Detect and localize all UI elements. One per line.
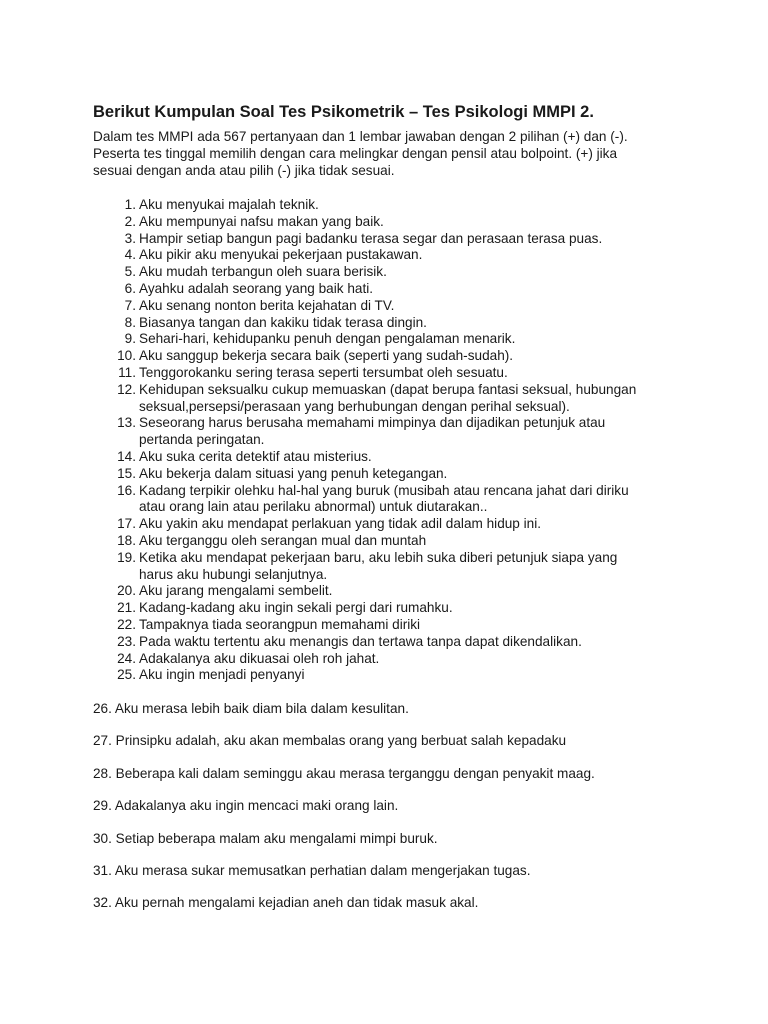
question-text-line: Aku suka cerita detektif atau misterius. [139,448,372,464]
question-item [93,315,673,332]
question-number: 6. [124,280,136,296]
question-text-line: atau orang lain atau perilaku abnormal) untuk diutarakan.. [139,499,488,515]
question-text [139,298,673,315]
question-number: 12. [117,381,136,397]
question-item [93,516,673,533]
question-text [139,264,673,281]
question-number: 5. [124,264,136,280]
question-text-line: Aku menyukai majalah teknik. [139,197,319,212]
question-text [139,214,673,231]
question-text-line: Aku bekerja dalam situasi yang penuh ketegangan. [139,465,448,481]
question-item [93,264,673,281]
question-number: 8. [124,314,136,330]
question-text [139,348,673,365]
question-item [93,231,673,248]
question-item [93,617,673,634]
question-text-line: Sehari-hari, kehidupanku penuh dengan pengalaman menarik. [139,331,516,347]
intro-line: sesuai dengan anda atau pilih (-) jika tidak sesuai. [93,163,395,178]
question-text [139,197,673,214]
question-text-line: Tenggorokanku sering terasa seperti tersumbat oleh sesuatu. [139,364,508,380]
question-number: 18. [117,532,136,548]
question-text [139,415,673,449]
question-text-line: Aku ingin menjadi penyanyi [139,667,305,683]
question-paragraph: 26. Aku merasa lebih baik diam bila dalam kesulitan. [93,701,409,716]
question-number: 15. [117,465,136,481]
question-text-line: Aku mempunyai nafsu makan yang baik. [139,213,384,229]
question-text-line: Kadang-kadang aku ingin sekali pergi dari rumahku. [139,600,453,616]
question-text [139,315,673,332]
question-number: 21. [117,600,136,616]
question-text-line: Aku terganggu oleh serangan mual dan muntah [139,532,427,548]
question-number: 2. [124,213,136,229]
question-text [139,281,673,298]
question-number: 10. [117,348,136,364]
question-text-line: Ayahku adalah seorang yang baik hati. [139,280,374,296]
question-text [139,550,673,584]
question-number: 24. [117,650,136,666]
question-text-line: Tampaknya tiada seorangpun memahami diriki [139,616,421,632]
intro-line: Dalam tes MMPI ada 567 pertanyaan dan 1 lembar jawaban dengan 2 pilihan (+) dan (-). [93,129,628,144]
question-text-line: Kehidupan seksualku cukup memuaskan (dapat berupa fantasi seksual, hubungan [139,381,637,397]
intro-line: Peserta tes tinggal memilih dengan cara melingkar dengan pensil atau bolpoint. (+) jika [93,146,618,161]
question-text [139,449,673,466]
question-text-line: Adakalanya aku dikuasai oleh roh jahat. [139,650,380,666]
question-item [93,550,673,584]
question-text-line: Aku jarang mengalami sembelit. [139,583,333,599]
question-number: 7. [124,297,136,313]
question-text [139,483,673,517]
question-text [139,382,673,416]
question-text-line: Biasanya tangan dan kakiku tidak terasa dingin. [139,314,427,330]
question-number: 20. [117,583,136,599]
question-paragraph: 29. Adakalanya aku ingin mencaci maki orang lain. [93,798,399,814]
question-item [93,197,673,214]
question-number: 13. [117,415,136,431]
question-text [139,634,673,651]
question-number: 25. [117,667,136,683]
question-item [93,583,673,600]
question-item [93,247,673,264]
question-text-line: Aku sanggup bekerja secara baik (seperti yang sudah-sudah). [139,348,514,364]
question-item [93,281,673,298]
question-number: 3. [124,230,136,246]
question-item [93,298,673,315]
question-number: 11. [118,364,136,380]
question-item [93,600,673,617]
question-text-line: Seseorang harus berusaha memahami mimpinya dan dijadikan petunjuk atau [139,415,606,431]
question-paragraph: 28. Beberapa kali dalam seminggu akau merasa terganggu dengan penyakit maag. [93,765,595,781]
question-item [93,466,673,483]
question-text-line: Aku mudah terbangun oleh suara berisik. [139,264,387,280]
question-text [139,247,673,264]
question-text [139,331,673,348]
question-number: 16. [117,482,136,498]
question-text-line: Aku senang nonton berita kejahatan di TV. [139,297,395,313]
document-title: Berikut Kumpulan Soal Tes Psikometrik – Tes Psikologi MMPI 2. [93,103,594,121]
question-text [139,667,673,684]
question-paragraph: 27. Prinsipku adalah, aku akan membalas orang yang berbuat salah kepadaku [93,733,567,749]
question-item [93,634,673,651]
question-paragraph: 30. Setiap beberapa malam aku mengalami mimpi buruk. [93,830,438,846]
question-number: 22. [117,616,136,632]
question-text [139,516,673,533]
question-item [93,331,673,348]
question-text-line: Kadang terpikir olehku hal-hal yang buruk (musibah atau rencana jahat dari diriku [139,482,629,498]
question-text [139,583,673,600]
question-number: 4. [124,247,136,263]
question-text [139,533,673,550]
question-paragraph: 31. Aku merasa sukar memusatkan perhatian dalam mengerjakan tugas. [93,862,531,878]
question-text [139,651,673,668]
paragraph-question-list [93,700,693,927]
question-text [139,600,673,617]
question-text-line: Aku yakin aku mendapat perlakuan yang tidak adil dalam hidup ini. [139,516,542,532]
question-text [139,617,673,634]
numbered-question-list [93,197,673,684]
question-text-line: pertanda peringatan. [139,432,265,448]
question-text [139,365,673,382]
question-item [93,533,673,550]
question-item [93,365,673,382]
question-text-line: seksual,persepsi/perasaan yang berhubungan dengan perihal seksual). [139,398,570,414]
question-item [93,348,673,365]
question-number: 14. [117,448,136,464]
question-item [93,667,673,684]
question-number: 19. [117,549,136,565]
question-item [93,651,673,668]
question-text-line: Ketika aku mendapat pekerjaan baru, aku lebih suka diberi petunjuk siapa yang [139,549,618,565]
question-item [93,415,673,449]
question-text-line: Aku pikir aku menyukai pekerjaan pustakawan. [139,247,423,263]
question-item [93,483,673,517]
question-text-line: Hampir setiap bangun pagi badanku terasa segar dan perasaan terasa puas. [139,230,603,246]
question-text-line: Pada waktu tertentu aku menangis dan tertawa tanpa dapat dikendalikan. [139,633,582,649]
question-text [139,231,673,248]
question-number: 17. [117,516,136,532]
question-item [93,382,673,416]
question-paragraph: 32. Aku pernah mengalami kejadian aneh dan tidak masuk akal. [93,895,479,911]
question-text [139,466,673,483]
question-number: 1. [124,197,136,212]
question-item [93,449,673,466]
question-text-line: harus aku hubungi selanjutnya. [139,566,328,582]
question-item [93,214,673,231]
question-number: 23. [117,633,136,649]
intro-paragraph [93,128,693,179]
question-number: 9. [124,331,136,347]
